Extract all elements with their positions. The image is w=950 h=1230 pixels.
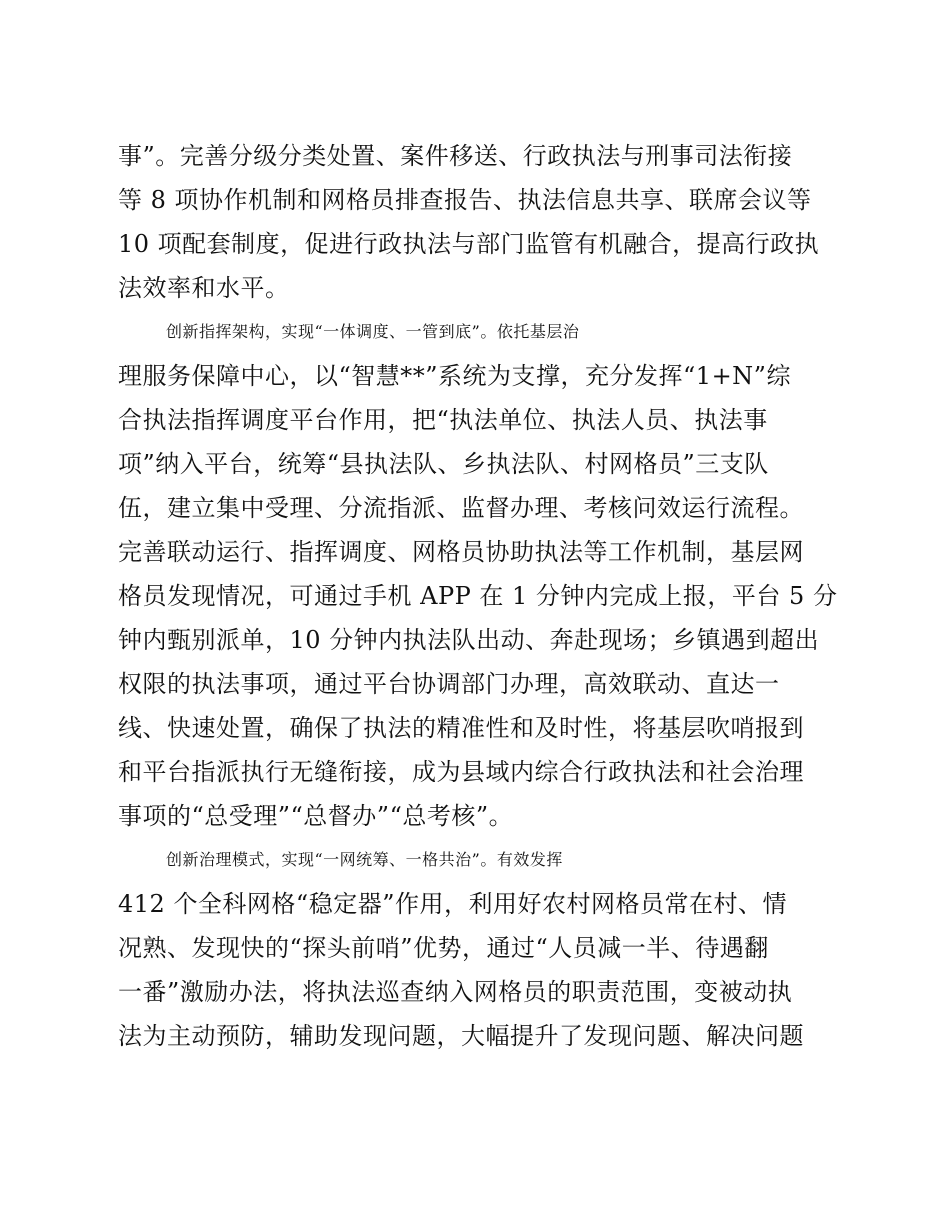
text-line: 完善联动运行、指挥调度、网格员协助执法等工作机制，基层网 — [118, 538, 804, 566]
text-line: 412 个全科网格“稳定器”作用，利用好农村网格员常在村、情 — [118, 890, 787, 918]
text-line: 况熟、发现快的“探头前哨”优势，通过“人员减一半、待遇翻 — [118, 934, 769, 962]
text-line: 权限的执法事项，通过平台协调部门办理，高效联动、直达一 — [118, 670, 780, 698]
paragraph-first-line: 创新指挥架构，实现“一体调度、一管到底”。依托基层治 — [166, 322, 580, 341]
text-line: 事项的“总受理”“总督办”“总考核”。 — [118, 802, 514, 830]
text-line: 线、快速处置，确保了执法的精准性和及时性，将基层吹哨报到 — [118, 714, 804, 742]
text-line: 合执法指挥调度平台作用，把“执法单位、执法人员、执法事 — [118, 406, 768, 434]
text-line: 事”。完善分级分类处置、案件移送、行政执法与刑事司法衔接 — [118, 142, 793, 170]
text-line: 10 项配套制度，促进行政执法与部门监管有机融合，提高行政执 — [118, 230, 820, 258]
text-line: 法效率和水平。 — [118, 274, 290, 302]
text-line: 和平台指派执行无缝衔接，成为县域内综合行政执法和社会治理 — [118, 758, 804, 786]
text-line: 等 8 项协作机制和网格员排查报告、执法信息共享、联席会议等 — [118, 186, 812, 214]
text-line: 钟内甄别派单，10 分钟内执法队出动、奔赴现场；乡镇遇到超出 — [118, 626, 820, 654]
paragraph-first-line: 创新治理模式，实现“一网统筹、一格共治”。有效发挥 — [166, 850, 563, 869]
text-line: 项”纳入平台，统筹“县执法队、乡执法队、村网格员”三支队 — [118, 450, 769, 478]
text-line: 伍，建立集中受理、分流指派、监督办理、考核问效运行流程。 — [118, 494, 804, 522]
text-line: 一番”激励办法，将执法巡查纳入网格员的职责范围，变被动执 — [118, 978, 793, 1006]
text-line: 法为主动预防，辅助发现问题，大幅提升了发现问题、解决问题 — [118, 1022, 804, 1050]
text-line: 理服务保障中心，以“智慧**”系统为支撑，充分发挥“1+N”综 — [118, 362, 791, 390]
text-line: 格员发现情况，可通过手机 APP 在 1 分钟内完成上报，平台 5 分 — [118, 582, 838, 610]
